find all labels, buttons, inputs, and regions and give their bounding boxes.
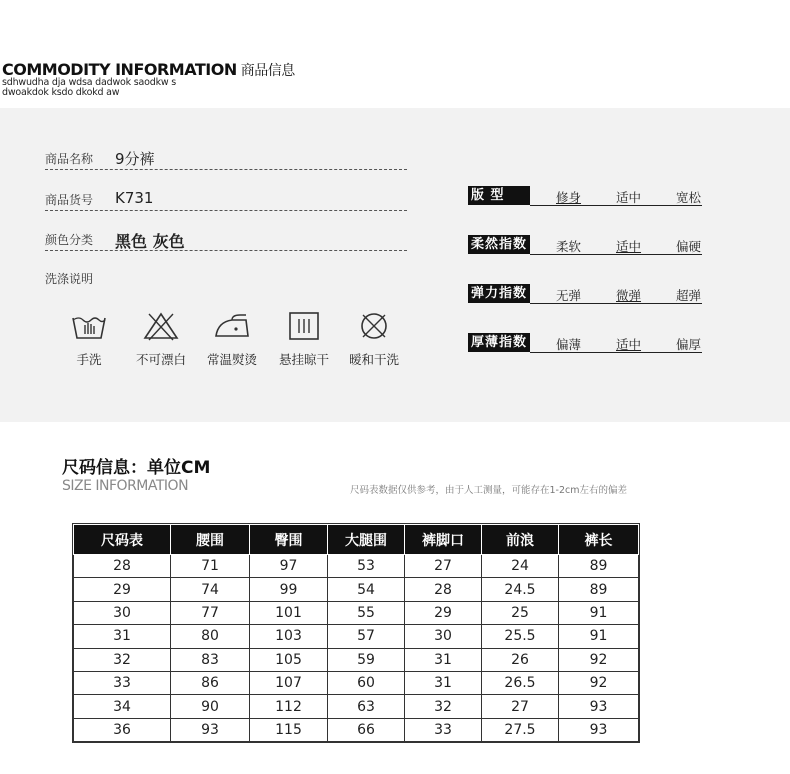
hand-wash-icon <box>69 310 109 342</box>
table-cell: 31 <box>74 625 171 648</box>
name-label: 商品名称 <box>45 152 94 166</box>
index-key: 厚薄指数 <box>468 333 530 352</box>
table-cell: 26.5 <box>482 671 559 694</box>
table-cell: 66 <box>328 718 405 741</box>
info-row-sku <box>45 189 407 211</box>
index-option: 偏薄 <box>556 337 582 352</box>
table-cell: 31 <box>405 648 482 671</box>
table-cell: 91 <box>559 625 639 648</box>
wash-item-hang-dry <box>264 310 344 368</box>
size-table <box>73 524 639 742</box>
table-cell: 93 <box>559 718 639 741</box>
wash-item-hand <box>49 310 129 368</box>
table-cell: 93 <box>559 695 639 718</box>
info-row-name <box>45 148 407 170</box>
table-cell: 32 <box>74 648 171 671</box>
index-option: 修身 <box>556 190 582 205</box>
column-header: 腰围 <box>171 525 250 555</box>
table-cell: 28 <box>405 578 482 601</box>
table-row <box>74 695 639 718</box>
table-row <box>74 648 639 671</box>
index-key: 版 型 <box>468 186 530 205</box>
table-row <box>74 671 639 694</box>
index-underline <box>530 254 702 255</box>
table-cell: 28 <box>74 555 171 578</box>
table-cell: 31 <box>405 671 482 694</box>
table-cell: 30 <box>405 625 482 648</box>
wash-caption: 暧和干洗 <box>348 352 399 367</box>
table-cell: 63 <box>328 695 405 718</box>
index-option: 无弹 <box>556 288 582 303</box>
table-cell: 89 <box>559 555 639 578</box>
size-table-body <box>74 555 639 742</box>
index-option: 适中 <box>616 337 642 352</box>
table-cell: 77 <box>171 601 250 624</box>
index-key: 弹力指数 <box>468 284 530 303</box>
index-underline <box>530 205 702 206</box>
table-cell: 74 <box>171 578 250 601</box>
table-row <box>74 625 639 648</box>
index-key: 柔然指数 <box>468 235 530 254</box>
index-option: 适中 <box>616 239 642 254</box>
table-cell: 29 <box>405 601 482 624</box>
column-header: 尺码表 <box>74 525 171 555</box>
column-header: 大腿围 <box>328 525 405 555</box>
sku-value: K731 <box>115 189 154 207</box>
table-cell: 36 <box>74 718 171 741</box>
no-bleach-icon <box>141 310 181 342</box>
table-row <box>74 601 639 624</box>
table-cell: 92 <box>559 671 639 694</box>
index-row-softness <box>468 235 702 255</box>
table-cell: 55 <box>328 601 405 624</box>
table-cell: 25.5 <box>482 625 559 648</box>
table-cell: 112 <box>250 695 328 718</box>
size-title-en: SIZE INFORMATION <box>62 478 189 494</box>
iron-icon <box>210 310 254 342</box>
table-cell: 27 <box>405 555 482 578</box>
table-row <box>74 718 639 741</box>
size-table-header <box>74 525 639 555</box>
table-cell: 26 <box>482 648 559 671</box>
wash-item-no-bleach <box>121 310 201 368</box>
index-option: 柔软 <box>556 239 582 254</box>
table-cell: 24.5 <box>482 578 559 601</box>
index-option: 适中 <box>616 190 642 205</box>
index-row-elasticity <box>468 284 702 304</box>
wash-label: 洗涤说明 <box>45 272 94 286</box>
table-cell: 54 <box>328 578 405 601</box>
table-cell: 107 <box>250 671 328 694</box>
index-underline <box>530 352 702 353</box>
sku-label: 商品货号 <box>45 193 94 207</box>
index-row-fit <box>468 186 702 206</box>
table-cell: 103 <box>250 625 328 648</box>
table-cell: 80 <box>171 625 250 648</box>
index-option: 偏厚 <box>676 337 702 352</box>
title-cn: 商品信息 <box>240 63 295 79</box>
column-header: 裤长 <box>559 525 639 555</box>
table-cell: 105 <box>250 648 328 671</box>
no-tumble-dry-icon <box>354 310 394 342</box>
index-row-thickness <box>468 333 702 353</box>
table-cell: 32 <box>405 695 482 718</box>
color-label: 颜色分类 <box>45 233 94 247</box>
table-cell: 115 <box>250 718 328 741</box>
subtitle-line-1: sdhwudha dja wdsa dadwok saodkw s <box>2 77 177 88</box>
info-row-color <box>45 229 407 251</box>
table-cell: 27.5 <box>482 718 559 741</box>
wash-item-no-tumble-dry <box>334 310 414 368</box>
table-cell: 33 <box>405 718 482 741</box>
table-row <box>74 555 639 578</box>
table-row <box>74 578 639 601</box>
table-cell: 89 <box>559 578 639 601</box>
table-cell: 59 <box>328 648 405 671</box>
index-option: 超弹 <box>676 288 702 303</box>
table-cell: 57 <box>328 625 405 648</box>
wash-caption: 常温熨烫 <box>206 352 257 367</box>
column-header: 前浪 <box>482 525 559 555</box>
table-cell: 86 <box>171 671 250 694</box>
wash-caption: 悬挂晾干 <box>278 352 329 367</box>
wash-item-iron <box>192 310 272 368</box>
size-title: 尺码信息：单位CM <box>62 458 211 478</box>
name-value: 9分裤 <box>115 150 155 168</box>
table-cell: 60 <box>328 671 405 694</box>
table-cell: 71 <box>171 555 250 578</box>
header-subtitle <box>2 78 176 98</box>
table-cell: 30 <box>74 601 171 624</box>
column-header: 裤脚口 <box>405 525 482 555</box>
index-underline <box>530 303 702 304</box>
table-cell: 83 <box>171 648 250 671</box>
color-value: 黑色 灰色 <box>115 232 185 251</box>
table-cell: 91 <box>559 601 639 624</box>
index-option: 宽松 <box>676 190 702 205</box>
table-cell: 101 <box>250 601 328 624</box>
table-cell: 29 <box>74 578 171 601</box>
table-cell: 34 <box>74 695 171 718</box>
subtitle-line-2: dwoakdok ksdo dkokd aw <box>2 87 120 98</box>
wash-caption: 手洗 <box>76 352 102 367</box>
column-header: 臀围 <box>250 525 328 555</box>
table-cell: 25 <box>482 601 559 624</box>
table-cell: 53 <box>328 555 405 578</box>
table-cell: 99 <box>250 578 328 601</box>
title-en: COMMODITY INFORMATION <box>2 60 237 79</box>
wash-caption: 不可漂白 <box>135 352 186 367</box>
hang-dry-icon <box>284 310 324 342</box>
size-note: 尺码表数据仅供参考，由于人工测量，可能存在1-2cm左右的偏差 <box>350 485 627 496</box>
index-option: 微弹 <box>616 288 642 303</box>
table-cell: 90 <box>171 695 250 718</box>
table-cell: 97 <box>250 555 328 578</box>
table-cell: 33 <box>74 671 171 694</box>
table-cell: 93 <box>171 718 250 741</box>
table-cell: 24 <box>482 555 559 578</box>
table-cell: 27 <box>482 695 559 718</box>
index-option: 偏硬 <box>676 239 702 254</box>
table-cell: 92 <box>559 648 639 671</box>
